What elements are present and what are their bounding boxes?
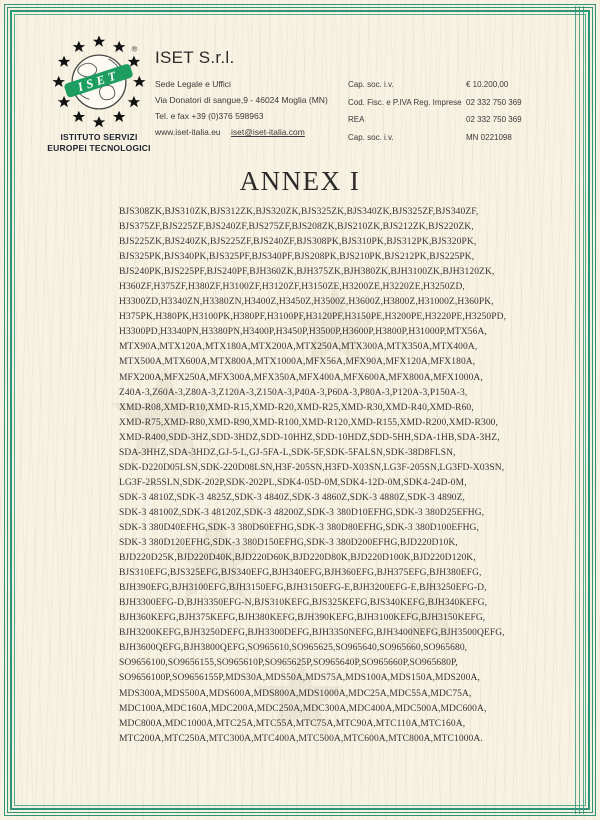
registry-value: MN 0221098	[466, 132, 512, 142]
logo-acronym: ISET	[75, 67, 122, 95]
globe-stars-logo-icon	[51, 34, 147, 130]
registry-label: Cap. soc. i.v.	[348, 132, 394, 142]
border-right-stripe-band	[575, 6, 584, 814]
registry-row	[348, 133, 522, 142]
annex-title: ANNEX I	[239, 166, 361, 196]
code-line: MTX90A,MTX120A,MTX180A,MTX200A,MTX250A,MTX300A,MTX350A,MTX400A,	[119, 342, 478, 353]
code-line: BJD220D25K,BJD220D40K,BJD220D60K,BJD220D80K,BJD220D100K,BJD220D120K,	[119, 553, 476, 564]
code-line: XMD-R75,XMD-R80,XMD-R90,XMD-R100,XMD-R120,XMD-R155,XMD-R200,XMD-R300,	[119, 417, 498, 428]
code-line: H3300PD,H3340PN,H3380PN,H3400P,H3450P,H3500P,H3600P,H3800P,H31000P,MTX56A,	[119, 327, 487, 338]
code-line: LG3F-2R5SLN,SDK-202P,SDK-202PL,SDK4-05D-0M,SDK4-12D-0M,SDK4-24D-0M,	[119, 477, 467, 488]
code-line: H375PK,H380PK,H3100PK,H380PF,H3100PF,H3120PF,H3150PE,H3200PE,H3220PE,H3250PD,	[119, 312, 507, 323]
registry-row	[348, 115, 522, 124]
logo-caption-line1: ISTITUTO SERVIZI	[60, 132, 138, 142]
registry-value: 02 332 750 369	[466, 115, 522, 124]
registry-row	[348, 80, 522, 89]
registry-label: Cod. Fisc. e P.IVA Reg. Imprese	[348, 97, 462, 107]
code-line: BJS325PK,BJS340PK,BJS325PF,BJS340PF,BJS208PK,BJS210PK,BJS212PK,BJS225PK,	[119, 252, 475, 263]
code-line: BJS310EFG,BJS325EFG,BJS340EFG,BJH340EFG,BJH360EFG,BJH375EFG,BJH380EFG,	[119, 568, 482, 579]
code-line: BJS240PK,BJS225PF,BJS240PF,BJH360ZK,BJH375ZK,BJH380ZK,BJH3100ZK,BJH3120ZK,	[119, 267, 495, 278]
code-line: SDK-3 380D120EFHG,SDK-3 380D150EFHG,SDK-3 380D200EFHG,BJD220D10K,	[119, 538, 458, 549]
code-line: SDA-3HHZ,SDA-3HDZ,GJ-5-L,GJ-5FA-L,SDK-5F,SDK-5FALSN,SDK-38D8FLSN,	[119, 447, 456, 458]
code-line: MDC800A,MDC1000A,MTC25A,MTC55A,MTC75A,MTC90A,MTC110A,MTC160A,	[119, 718, 466, 729]
code-line: BJS308ZK,BJS310ZK,BJS312ZK,BJS320ZK,BJS325ZK,BJS340ZK,BJS325ZF,BJS340ZF,	[119, 207, 479, 217]
code-line: BJH390EFG,BJH3100EFG,BJH3150EFG,BJH3150EFG-E,BJH3200EFG-E,BJH3250EFG-D,	[119, 583, 487, 594]
company-registry-block	[348, 80, 522, 150]
code-line: MTX500A,MTX600A,MTX800A,MTX1000A,MFX56A,MFX90A,MFX120A,MFX180A,	[119, 357, 476, 368]
code-line: BJH3600QEFG,BJH3800QEFG,SO965610,SO965625,SO965640,SO965660,SO965680,	[119, 643, 468, 654]
code-line: BJH360KEFG,BJH375KEFG,BJH380KEFG,BJH390KEFG,BJH3100KEFG,BJH3150KEFG,	[119, 613, 486, 624]
code-line: SDK-D220D05LSN,SDK-220D08LSN,H3F-205SN,H3FD-X03SN,LG3F-205SN,LG3FD-X03SN,	[119, 462, 505, 473]
registry-value: 02 332 750 369	[466, 97, 522, 107]
contact-line-address: Via Donatori di sangue,9 - 46024 Moglia (MN)	[155, 95, 328, 105]
registry-row	[348, 98, 522, 107]
code-line: XMD-R08,XMD-R10,XMD-R15,XMD-R20,XMD-R25,XMD-R30,XMD-R40,XMD-R60,	[119, 402, 474, 413]
code-line: Z40A-3,Z60A-3,Z80A-3,Z120A-3,Z150A-3,P40A-3,P60A-3,P80A-3,P120A-3,P150A-3,	[119, 387, 468, 398]
contact-line-phone: Tel. e fax +39 (0)376 598963	[155, 111, 264, 121]
code-line: XMD-R400,SDD-3HZ,SDD-3HDZ,SDD-10HHZ,SDD-10HDZ,SDD-5HH,SDA-1HB,SDA-3HZ,	[119, 432, 500, 443]
logo-caption-line2: EUROPEI TECNOLOGICI	[47, 142, 151, 153]
code-line: SDK-3 48100Z,SDK-3 48120Z,SDK-3 48200Z,SDK-3 380D10EFHG,SDK-3 380D25EFHG,	[119, 507, 485, 518]
code-line: BJS225ZK,BJS240ZK,BJS225ZF,BJS240ZF,BJS308PK,BJS310PK,BJS312PK,BJS320PK,	[119, 237, 477, 248]
email-link[interactable]: iset@iset-italia.com	[231, 127, 305, 137]
code-line: MFX200A,MFX250A,MFX300A,MFX350A,MFX400A,MFX600A,MFX800A,MFX1000A,	[119, 372, 483, 383]
registry-value: € 10.200,00	[466, 80, 509, 89]
code-line: BJH3200KEFG,BJH3250DEFG,BJH3300DEFG,BJH3350NEFG,BJH3400NEFG,BJH3500QEFG,	[119, 628, 505, 639]
registry-label: REA	[348, 115, 365, 124]
code-line: SDK-3 380D40EFHG,SDK-3 380D60EFHG,SDK-3 380D80EFHG,SDK-3 380D100EFHG,	[119, 522, 479, 533]
code-line: H360ZF,H375ZF,H380ZF,H3100ZF,H3120ZF,H3150ZE,H3200ZE,H3220ZE,H3250ZD,	[119, 282, 465, 293]
code-line: SDK-3 4810Z,SDK-3 4825Z,SDK-3 4840Z,SDK-3 4860Z,SDK-3 4880Z,SDK-3 4890Z,	[119, 492, 466, 503]
product-code-list	[119, 205, 515, 747]
contact-line-offices: Sede Legale e Uffici	[155, 79, 231, 89]
company-logo	[34, 34, 164, 153]
code-line: MDS300A,MDS500A,MDS600A,MDS800A,MDS1000A,MDC25A,MDC55A,MDC75A,	[119, 688, 472, 699]
registered-mark: ®	[131, 44, 138, 54]
registry-label: Cap. soc. i.v.	[348, 80, 394, 89]
code-line: SO9656100,SO9656155,SO965610P,SO965625P,SO965640P,SO965660P,SO965680P,	[119, 658, 458, 669]
code-line: H3300ZD,H3340ZN,H3380ZN,H3400Z,H3450Z,H3500Z,H3600Z,H3800Z,H31000Z,H360PK,	[119, 297, 494, 308]
code-line: BJH3300EFG-D,BJH3350EFG-N,BJS310KEFG,BJS325KEFG,BJS340KEFG,BJH340KEFG,	[119, 598, 488, 609]
code-line: MDC100A,MDC160A,MDC200A,MDC250A,MDC300A,MDC400A,MDC500A,MDC600A,	[119, 703, 487, 714]
website-link[interactable]: www.iset-italia.eu	[155, 127, 221, 137]
company-name: ISET S.r.l.	[155, 48, 235, 67]
code-line: MTC200A,MTC250A,MTC300A,MTC400A,MTC500A,MTC600A,MTC800A,MTC1000A.	[119, 733, 483, 744]
code-line: BJS375ZF,BJS225ZF,BJS240ZF,BJS275ZF,BJS208ZK,BJS210ZK,BJS212ZK,BJS220ZK,	[119, 222, 474, 233]
company-contact-block	[155, 80, 328, 144]
code-line: SO9656100P,SO9656155P,MDS30A,MDS50A,MDS75A,MDS100A,MDS150A,MDS200A,	[119, 673, 480, 684]
